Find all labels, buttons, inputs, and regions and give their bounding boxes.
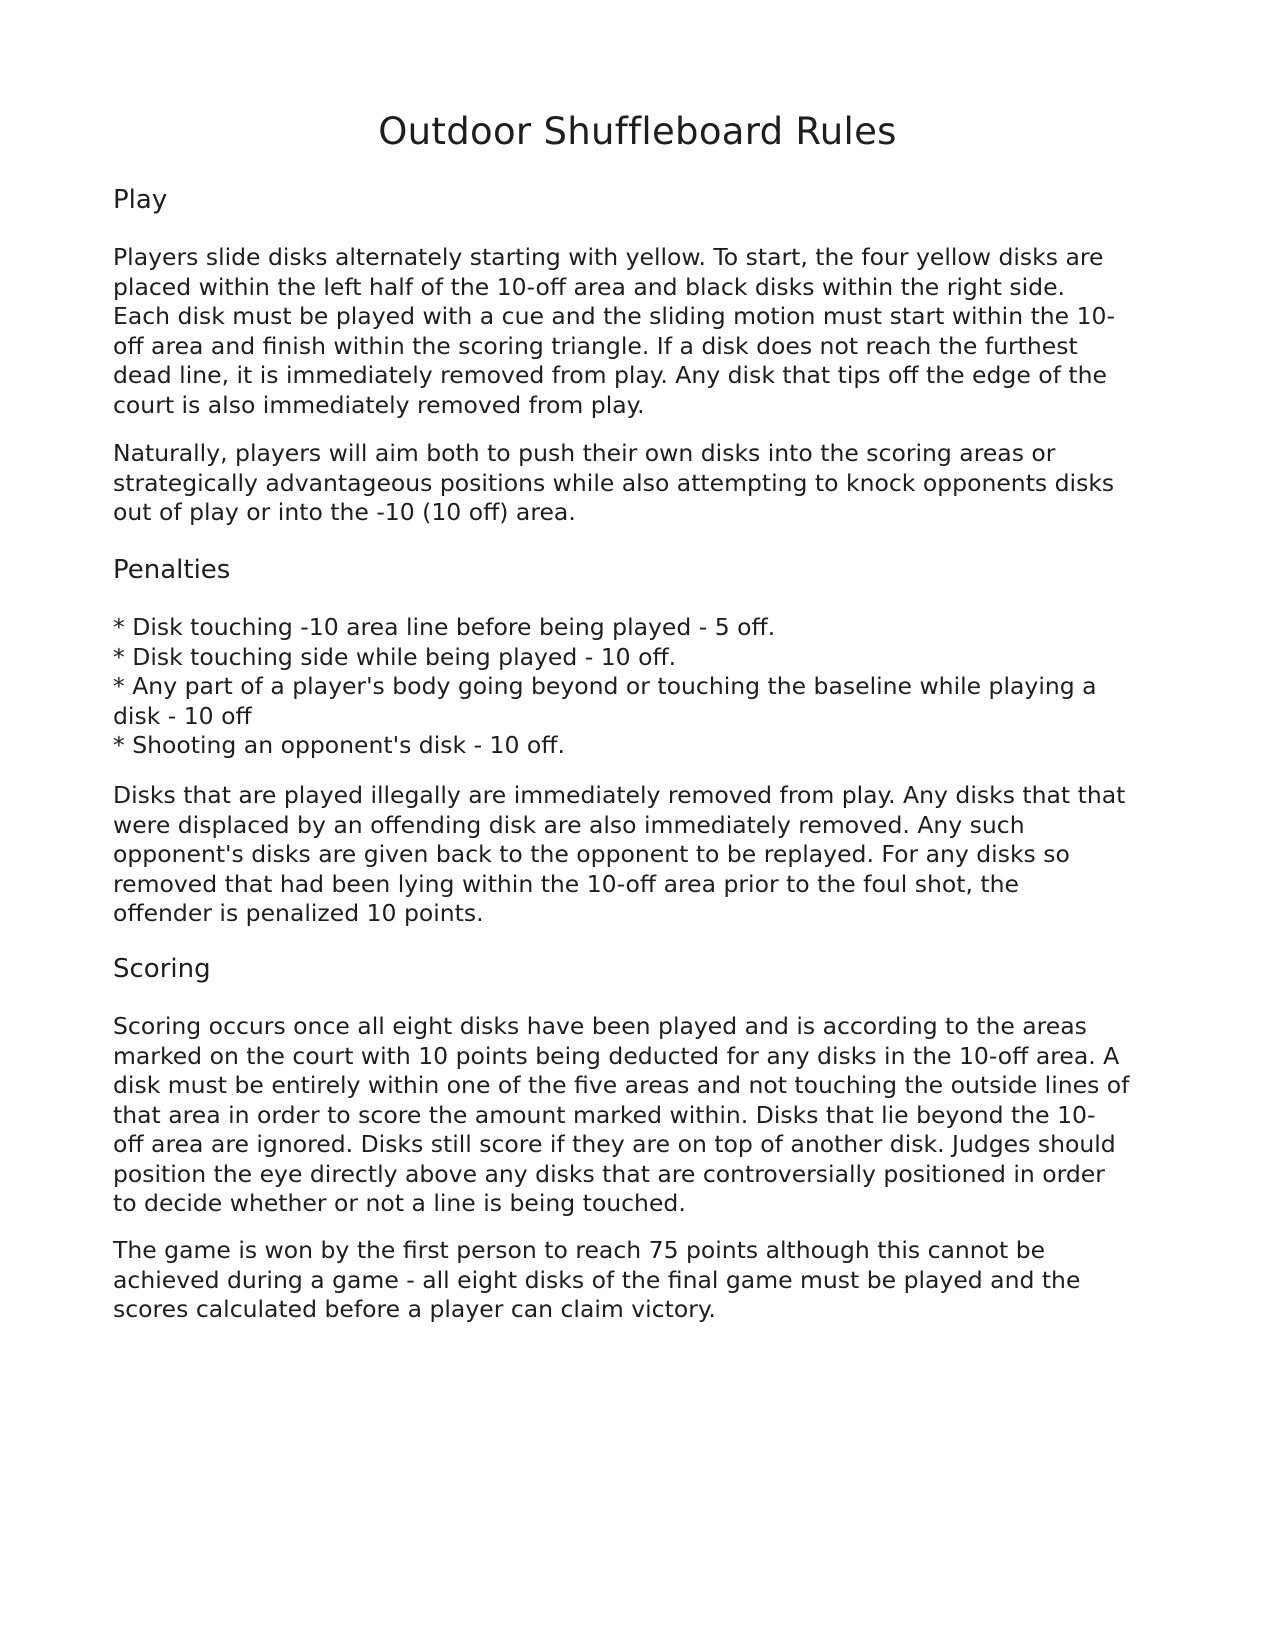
scoring-paragraph-1: Scoring occurs once all eight disks have been played and is according to the areas marked on the court with 10 points being deducted for any disks in the 10-off area. A disk must be entirely within one of the five areas and not touching the outside lines of that area in order to score the amount marked within. Disks that lie beyond the 10- off area are ignored. Disks still score if they are on top of another disk. Judges should position the eye directly above any disks that are controversially positioned in order to decide whether or not a line is being touched. bbox=[113, 1012, 1130, 1217]
play-paragraph-1: Players slide disks alternately starting with yellow. To start, the four yellow disks are placed within the left half of the 10-off area and black disks within the right side. Each disk must be played with a cue and the sliding motion must start within the 10- off area and finish within the scoring triangle. If a disk does not reach the furthest dead line, it is immediately removed from play. Any disk that tips off the edge of the court is also immediately removed from play. bbox=[113, 243, 1115, 419]
page-title: Outdoor Shuffleboard Rules bbox=[378, 110, 897, 153]
section-heading-scoring: Scoring bbox=[113, 954, 211, 984]
scoring-paragraph-2: The game is won by the first person to reach 75 points although this cannot be achieved during a game - all eight disks of the final game must be played and the scores calculated before a player can claim victory. bbox=[113, 1236, 1081, 1323]
penalties-paragraph-1: Disks that are played illegally are immediately removed from play. Any disks that that were displaced by an offending disk are also immediately removed. Any such opponent's disks are given back to the opponent to be replayed. For any disks so removed that had been lying within the 10-off area prior to the foul shot, the offender is penalized 10 points. bbox=[113, 781, 1126, 927]
penalties-list: * Disk touching -10 area line before being played - 5 off. * Disk touching side while being played - 10 off. * Any part of a player's body going beyond or touching the baseline while playing a disk - 10 off * Shooting an opponent's disk - 10 off. bbox=[113, 613, 1097, 759]
section-heading-penalties: Penalties bbox=[113, 555, 231, 585]
section-heading-play: Play bbox=[113, 185, 168, 215]
play-paragraph-2: Naturally, players will aim both to push their own disks into the scoring areas or strategically advantageous positions while also attempting to knock opponents disks out of play or into the -10 (10 off) area. bbox=[113, 439, 1115, 526]
